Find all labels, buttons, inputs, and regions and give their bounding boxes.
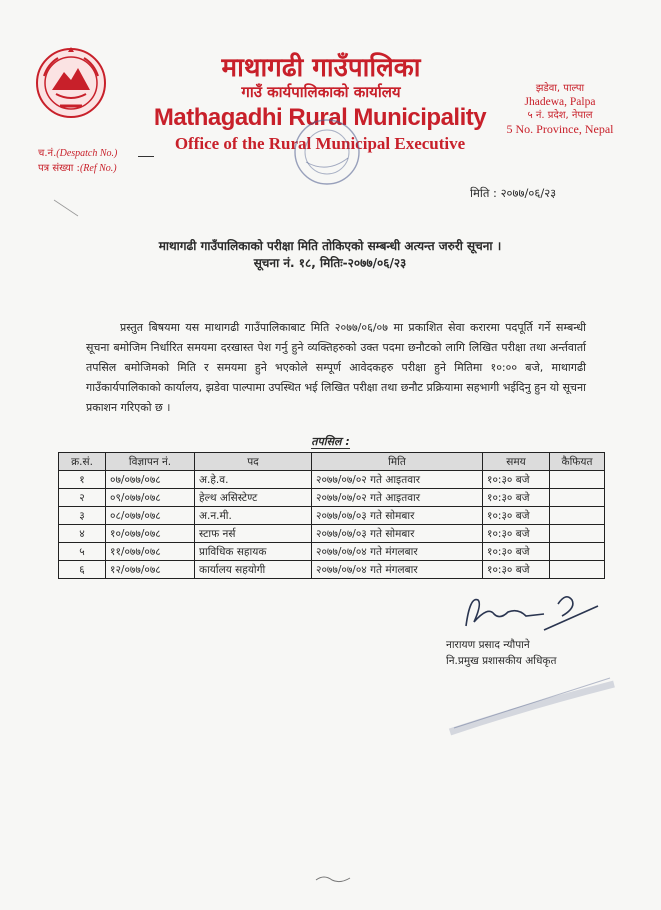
cell-serial: ५ xyxy=(59,543,106,561)
office-subtitle-en: Office of the Rural Municipal Executive xyxy=(174,134,466,153)
cell-remarks xyxy=(550,471,605,489)
notice-heading-block xyxy=(110,238,550,272)
despatch-blank-line xyxy=(138,156,154,157)
table-row xyxy=(59,471,605,489)
cell-date: २०७७/०७/०२ गते आइतवार xyxy=(312,489,483,507)
cell-serial: ६ xyxy=(59,561,106,579)
cell-ad-number: १०/०७७/०७८ xyxy=(106,525,195,543)
cell-date: २०७७/०७/०४ गते मंगलबार xyxy=(312,561,483,579)
signatory-name: नारायण प्रसाद न्यौपाने xyxy=(446,639,530,651)
table-row xyxy=(59,507,605,525)
cell-date: २०७७/०७/०३ गते सोमबार xyxy=(312,525,483,543)
table-row xyxy=(59,489,605,507)
cell-time: १०:३० बजे xyxy=(483,507,550,525)
cell-serial: ३ xyxy=(59,507,106,525)
cell-post: प्राविधिक सहायक xyxy=(195,543,312,561)
ref-label-en: (Ref No.) xyxy=(79,163,117,174)
notice-number-line: सूचना नं. १८, मितिः-२०७७/०६/२३ xyxy=(253,256,407,270)
cell-post: अ.न.मी. xyxy=(195,507,312,525)
municipality-title-en: Mathagadhi Rural Municipality xyxy=(153,104,487,131)
nepal-emblem-icon xyxy=(34,46,108,120)
office-subtitle-np: गाउँ कार्यपालिकाको कार्यालय xyxy=(241,83,401,101)
municipality-title-np: माथागढी गाउँपालिका xyxy=(221,53,421,83)
table-row xyxy=(59,561,605,579)
signatory-designation: नि.प्रमुख प्रशासकीय अधिकृत xyxy=(446,655,557,667)
cell-remarks xyxy=(550,543,605,561)
address-en-line1: Jhadewa, Palpa xyxy=(524,96,596,108)
cell-post: स्टाफ नर्स xyxy=(195,525,312,543)
cell-remarks xyxy=(550,525,605,543)
table-row xyxy=(59,525,605,543)
cell-serial: १ xyxy=(59,471,106,489)
exam-schedule-table xyxy=(58,452,605,579)
cell-post: अ.हे.व. xyxy=(195,471,312,489)
header-time: समय xyxy=(483,453,550,471)
cell-ad-number: ०७/०७७/०७८ xyxy=(106,471,195,489)
header-ad-number: विज्ञापन नं. xyxy=(106,453,195,471)
address-block xyxy=(500,82,620,136)
cell-date: २०७७/०७/०३ गते सोमबार xyxy=(312,507,483,525)
address-np-line2: ५ नं. प्रदेश, नेपाल xyxy=(527,110,593,121)
address-en-line2: 5 No. Province, Nepal xyxy=(506,122,614,136)
margin-scribble-icon xyxy=(52,198,82,220)
table-header-row xyxy=(59,453,605,471)
cell-ad-number: ०९/०७७/०७८ xyxy=(106,489,195,507)
header-date: मिति xyxy=(312,453,483,471)
address-np-line1: झडेवा, पाल्पा xyxy=(535,83,585,94)
ref-label-np: पत्र संख्या : xyxy=(38,163,80,174)
cell-time: १०:३० बजे xyxy=(483,561,550,579)
cell-serial: २ xyxy=(59,489,106,507)
designation-stamp-icon xyxy=(448,676,618,736)
schedule-caption-wrap xyxy=(0,434,661,449)
schedule-caption: तपसिल : xyxy=(311,435,350,448)
despatch-label-en: (Despatch No.) xyxy=(56,148,118,159)
header-serial: क्र.सं. xyxy=(59,453,106,471)
notice-heading: माथागढी गाउँपालिकाको परीक्षा मिति तोकिएको सम्बन्धी अत्यन्त जरुरी सूचना । xyxy=(158,239,502,253)
cell-remarks xyxy=(550,561,605,579)
notice-body-text: प्रस्तुत बिषयमा यस माथागढी गाउँपालिकाबाट मिति २०७७/०६/०७ मा प्रकाशित सेवा करारमा पदपूर्ति गर्ने सम्बन्धी सूचना बमोजिम निर्धारित समयमा दरखास्त पेश गर्नु हुने व्यक्तिहरुको उक्त पदमा छनौटको लागि लिखित परीक्षा तथा अर्न्तवार्ता तपसिल बमोजिमको मिति र समयमा हुने भएकोले सम्पूर्ण आवेदकहरु परीक्षा हुने मितिमा १०:०० बजे, माथागढी गाउँकार्यपालिकाको कार्यालय, झडेवा पाल्पामा उपस्थित भई लिखित परीक्षा तथा छनौट प्रक्रियामा सहभागी भईदिनु हुन यो सूचना प्रकाशन गरिएको छ । xyxy=(86,321,586,414)
notice-body xyxy=(86,318,586,418)
letter-date: मिति : २०७७/०६/२३ xyxy=(470,186,557,200)
cell-remarks xyxy=(550,489,605,507)
cell-ad-number: १२/०७७/०७८ xyxy=(106,561,195,579)
cell-ad-number: ०८/०७७/०७८ xyxy=(106,507,195,525)
table-row xyxy=(59,543,605,561)
cell-time: १०:३० बजे xyxy=(483,543,550,561)
cell-time: १०:३० बजे xyxy=(483,489,550,507)
footer-scribble-icon xyxy=(314,872,354,884)
header-remarks: कैफियत xyxy=(550,453,605,471)
cell-post: हेल्थ असिस्टेण्ट xyxy=(195,489,312,507)
despatch-label-np: च.नं. xyxy=(38,148,57,159)
cell-time: १०:३० बजे xyxy=(483,471,550,489)
cell-date: २०७७/०७/०२ गते आइतवार xyxy=(312,471,483,489)
cell-date: २०७७/०७/०४ गते मंगलबार xyxy=(312,543,483,561)
cell-ad-number: ११/०७७/०७८ xyxy=(106,543,195,561)
despatch-ref-block xyxy=(38,146,117,176)
cell-serial: ४ xyxy=(59,525,106,543)
office-stamp-icon xyxy=(286,118,368,188)
cell-remarks xyxy=(550,507,605,525)
cell-time: १०:३० बजे xyxy=(483,525,550,543)
cell-post: कार्यालय सहयोगी xyxy=(195,561,312,579)
header-post: पद xyxy=(195,453,312,471)
